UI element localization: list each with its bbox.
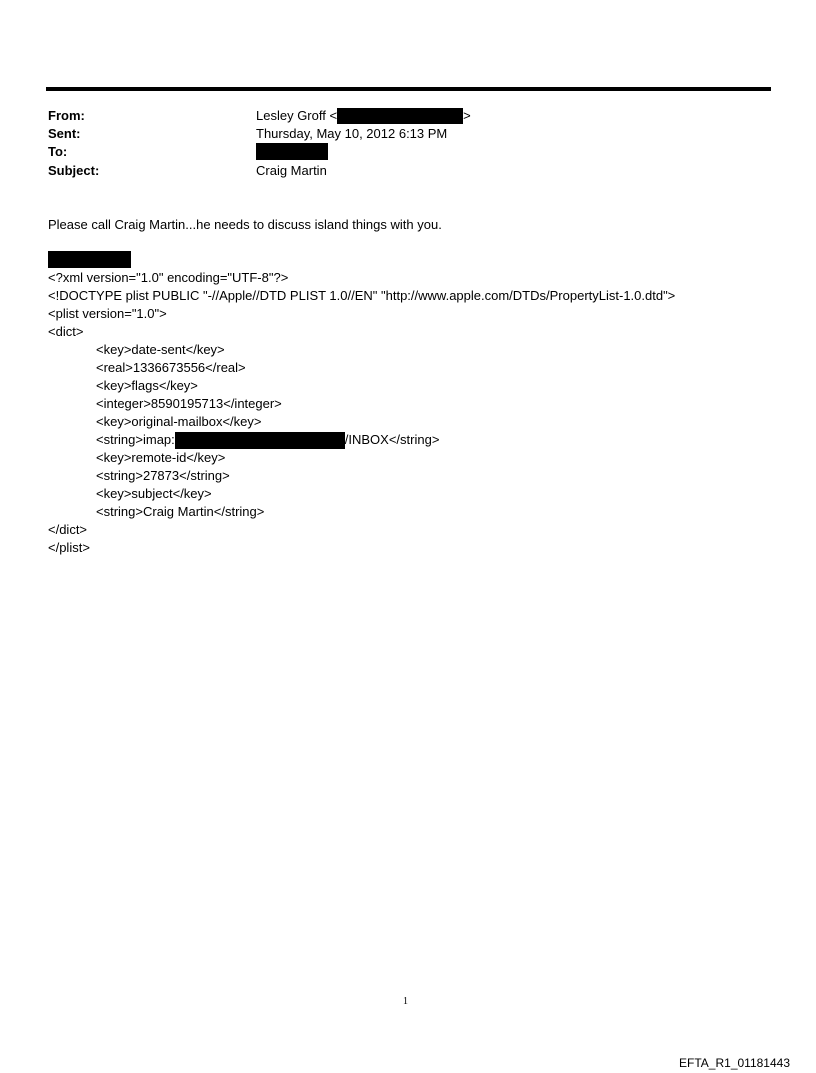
plist-xml-declaration: <?xml version="1.0" encoding="UTF-8"?> — [48, 270, 289, 285]
key-date-sent: <key>date-sent</key> — [96, 342, 225, 357]
from-name: Lesley Groff < — [256, 108, 338, 123]
redaction-block — [175, 432, 345, 449]
key-remote-id: <key>remote-id</key> — [96, 450, 226, 465]
to-label: To: — [48, 144, 68, 159]
plist-open: <plist version="1.0"> — [48, 306, 167, 321]
plist-doctype: <!DOCTYPE plist PUBLIC "-//Apple//DTD PLIST 1.0//EN" "http://www.apple.com/DTDs/PropertyList-1.0.dtd"> — [48, 288, 676, 303]
from-label: From: — [48, 108, 85, 123]
redaction-block — [48, 251, 131, 268]
real-date-sent: <real>1336673556</real> — [96, 360, 246, 375]
sent-label: Sent: — [48, 126, 81, 141]
string-original-mailbox — [96, 431, 439, 449]
string-remote-id: <string>27873</string> — [96, 468, 230, 483]
key-flags: <key>flags</key> — [96, 378, 198, 393]
document-id: EFTA_R1_01181443 — [679, 1056, 790, 1070]
redaction-block — [256, 143, 328, 160]
key-original-mailbox: <key>original-mailbox</key> — [96, 414, 262, 429]
sent-value: Thursday, May 10, 2012 6:13 PM — [256, 126, 448, 141]
dict-open: <dict> — [48, 324, 84, 339]
redaction-block — [337, 108, 463, 124]
imap-prefix: <string>imap: — [96, 432, 175, 447]
subject-value: Craig Martin — [256, 163, 327, 178]
page-number: 1 — [403, 996, 408, 1007]
from-close: > — [463, 108, 471, 123]
integer-flags: <integer>8590195713</integer> — [96, 396, 282, 411]
subject-label: Subject: — [48, 163, 100, 178]
string-subject: <string>Craig Martin</string> — [96, 504, 265, 519]
plist-close: </plist> — [48, 540, 90, 555]
imap-suffix: /INBOX</string> — [344, 432, 440, 447]
dict-close: </dict> — [48, 522, 88, 537]
from-value — [256, 107, 471, 125]
to-value — [256, 143, 328, 160]
key-subject: <key>subject</key> — [96, 486, 212, 501]
header-divider — [46, 87, 771, 91]
message-body: Please call Craig Martin...he needs to discuss island things with you. — [48, 217, 442, 232]
